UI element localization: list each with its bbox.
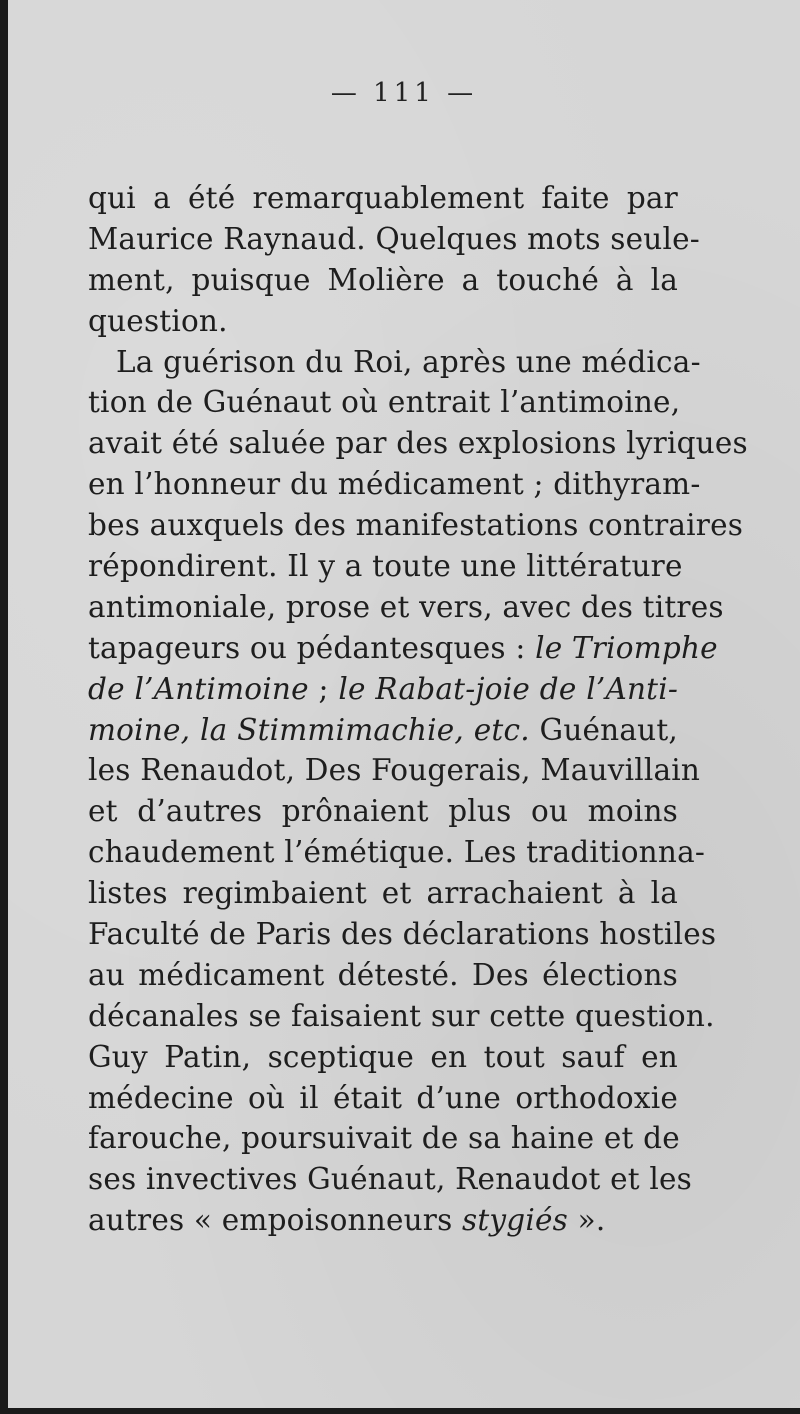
text-segment: listes regimbaient et arrachaient à la	[88, 876, 678, 911]
text-line	[88, 832, 706, 873]
text-segment: décanales se faisaient sur cette question.	[88, 998, 715, 1033]
text-segment: antimoniale, prose et vers, avec des titres	[88, 589, 724, 624]
text-line	[88, 710, 678, 751]
text-segment: les Renaudot, Des Fougerais, Mauvillain	[88, 753, 701, 788]
text-segment: ».	[568, 1203, 606, 1238]
text-segment: répondirent. Il y a toute une littérature	[88, 549, 683, 584]
text-line	[88, 1078, 678, 1119]
text-line	[88, 505, 744, 546]
text-line	[88, 1159, 692, 1200]
text-segment: et d’autres prônaient plus ou moins	[88, 794, 678, 829]
text-line	[88, 219, 700, 260]
italic-text: le Rabat-joie de l’Anti-	[338, 671, 678, 706]
text-segment: tion de Guénaut où entrait l’antimoine,	[88, 385, 681, 420]
italic-text: le Triomphe	[535, 630, 718, 665]
text-line	[88, 301, 678, 342]
text-segment: en l’honneur du médicament ; dithyram-	[88, 467, 701, 502]
text-line	[88, 914, 717, 955]
text-line	[88, 423, 748, 464]
text-line	[88, 260, 678, 301]
text-line	[88, 1037, 678, 1078]
text-line	[88, 546, 683, 587]
text-line	[88, 178, 678, 219]
text-segment: avait été saluée par des explosions lyriques	[88, 426, 748, 461]
italic-text: moine, la Stimmimachie, etc.	[88, 712, 530, 747]
text-line	[88, 628, 718, 669]
body-text	[88, 178, 748, 1241]
book-page	[8, 0, 800, 1408]
text-segment: La guérison du Roi, après une médica-	[116, 344, 701, 379]
text-line	[88, 382, 681, 423]
text-line	[88, 587, 724, 628]
text-segment: qui a été remarquablement faite par	[88, 181, 678, 215]
text-line	[88, 464, 701, 505]
text-line	[88, 750, 701, 791]
text-line	[88, 873, 678, 914]
text-segment: ses invectives Guénaut, Renaudot et les	[88, 1162, 692, 1197]
italic-text: de l’Antimoine	[88, 671, 309, 706]
text-segment: Maurice Raynaud. Quelques mots seule-	[88, 221, 700, 256]
text-line	[88, 669, 678, 710]
text-segment: farouche, poursuivait de sa haine et de	[88, 1121, 680, 1156]
text-segment: Guy Patin, sceptique en tout sauf en	[88, 1039, 678, 1074]
text-segment: ;	[308, 671, 339, 706]
text-line	[88, 996, 715, 1037]
text-segment: Guénaut,	[529, 712, 678, 747]
text-line	[88, 1200, 678, 1241]
italic-text: stygiés	[462, 1203, 569, 1238]
text-segment: tapageurs ou pédantesques :	[88, 630, 536, 665]
text-line	[88, 955, 678, 996]
text-segment: au médicament détesté. Des élections	[88, 957, 678, 992]
text-line	[88, 1118, 678, 1159]
text-segment: Faculté de Paris des déclarations hostiles	[88, 917, 717, 952]
text-segment: chaudement l’émétique. Les traditionna-	[88, 835, 706, 870]
text-segment: ment, puisque Molière a touché à la	[88, 262, 678, 297]
text-line	[88, 791, 678, 832]
text-segment: médecine où il était d’une orthodoxie	[88, 1080, 678, 1115]
page-number: — 111 —	[330, 78, 478, 108]
text-segment: bes auxquels des manifestations contraires	[88, 508, 744, 543]
text-segment: autres « empoisonneurs	[88, 1203, 463, 1238]
text-segment: question.	[88, 303, 228, 338]
text-line	[88, 342, 701, 383]
